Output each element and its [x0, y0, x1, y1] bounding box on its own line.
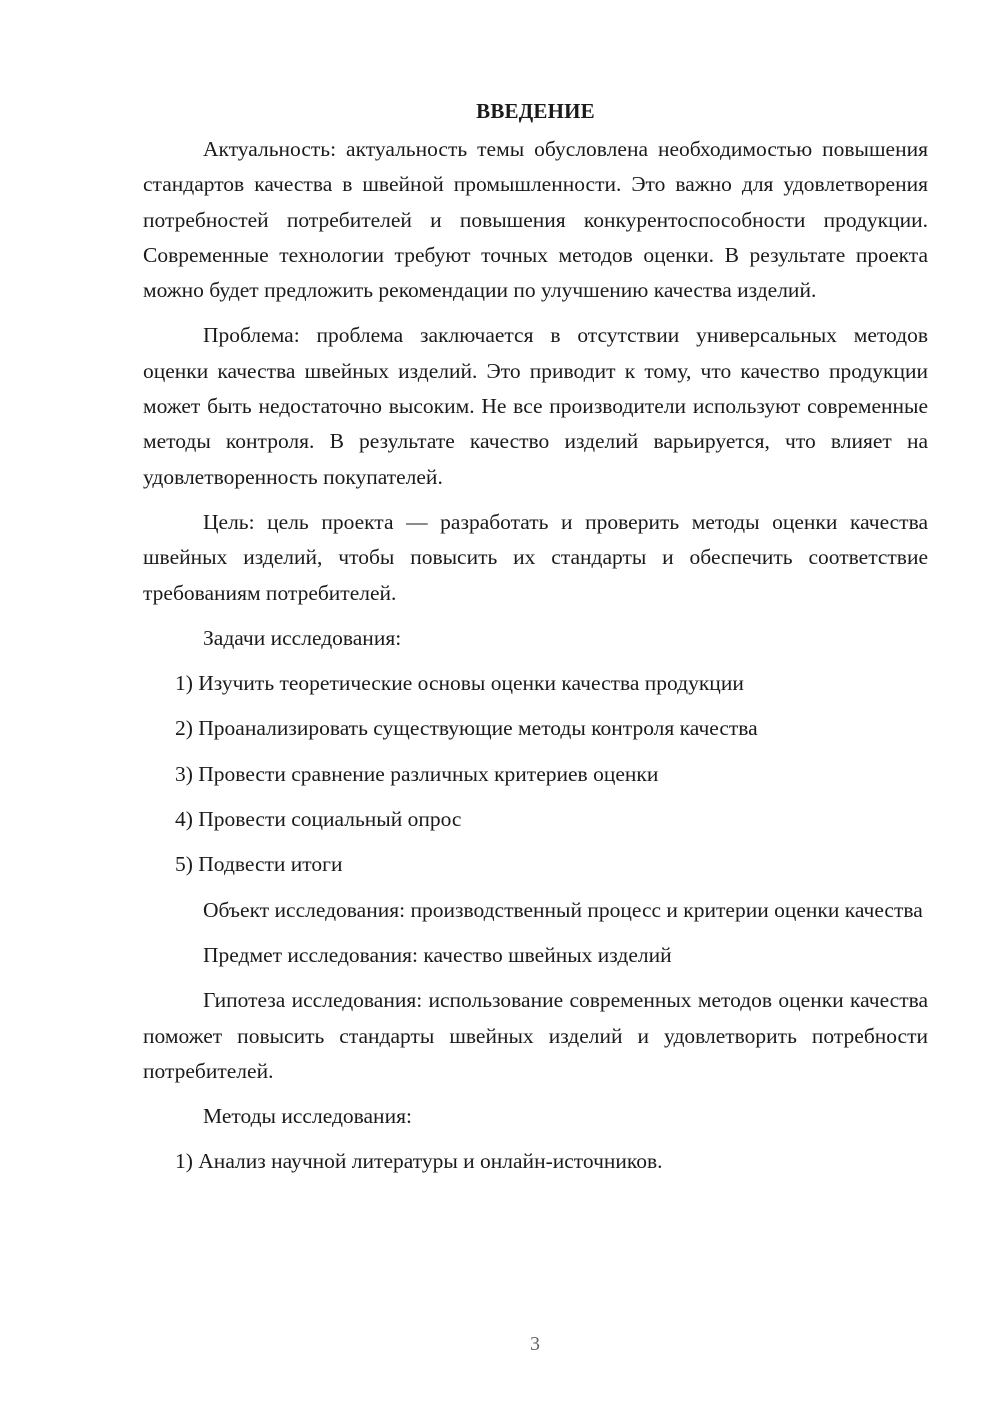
paragraph-goal: Цель: цель проекта — разработать и проверить методы оценки качества швейных изделий, чтобы повысить их стандарты и обеспечить соответствие требованиям потребителей.	[143, 509, 928, 605]
paragraph-problem: Проблема: проблема заключается в отсутствии универсальных методов оценки качества швейных изделий. Это приводит к тому, что качество продукции может быть недостаточно высоким. Не все производители используют современные методы контроля. В результате качество изделий варьируется, что влияет на удовлетворенность покупателей.	[143, 323, 928, 489]
document-page	[143, 96, 928, 1190]
task-item-4: 4) Провести социальный опрос	[175, 807, 462, 832]
method-item-1: 1) Анализ научной литературы и онлайн-источников.	[175, 1149, 663, 1174]
task-item-1: 1) Изучить теоретические основы оценки качества продукции	[175, 671, 744, 696]
task-item-3: 3) Провести сравнение различных критериев оценки	[175, 761, 659, 786]
paragraph-hypothesis: Гипотеза исследования: использование современных методов оценки качества поможет повысить стандарты швейных изделий и удовлетворить потребности потребителей.	[143, 988, 928, 1083]
task-item-2: 2) Проанализировать существующие методы контроля качества	[175, 716, 758, 741]
paragraph-object: Объект исследования: производственный процесс и критерии оценки качества	[203, 897, 923, 922]
methods-heading: Методы исследования:	[203, 1104, 412, 1129]
paragraph-subject: Предмет исследования: качество швейных изделий	[203, 942, 672, 967]
paragraph-relevance: Актуальность: актуальность темы обусловлена необходимостью повышения стандартов качества в швейной промышленности. Это важно для удовлетворения потребностей потребителей и повышения конкурентоспособности продукции. Современные технологии требуют точных методов оценки. В результате проекта можно будет предложить рекомендации по улучшению качества изделий.	[143, 137, 928, 303]
page-title: ВВЕДЕНИЕ	[476, 99, 595, 123]
tasks-heading: Задачи исследования:	[203, 625, 402, 650]
page-number: 3	[530, 1333, 540, 1355]
task-item-5: 5) Подвести итоги	[175, 852, 343, 877]
